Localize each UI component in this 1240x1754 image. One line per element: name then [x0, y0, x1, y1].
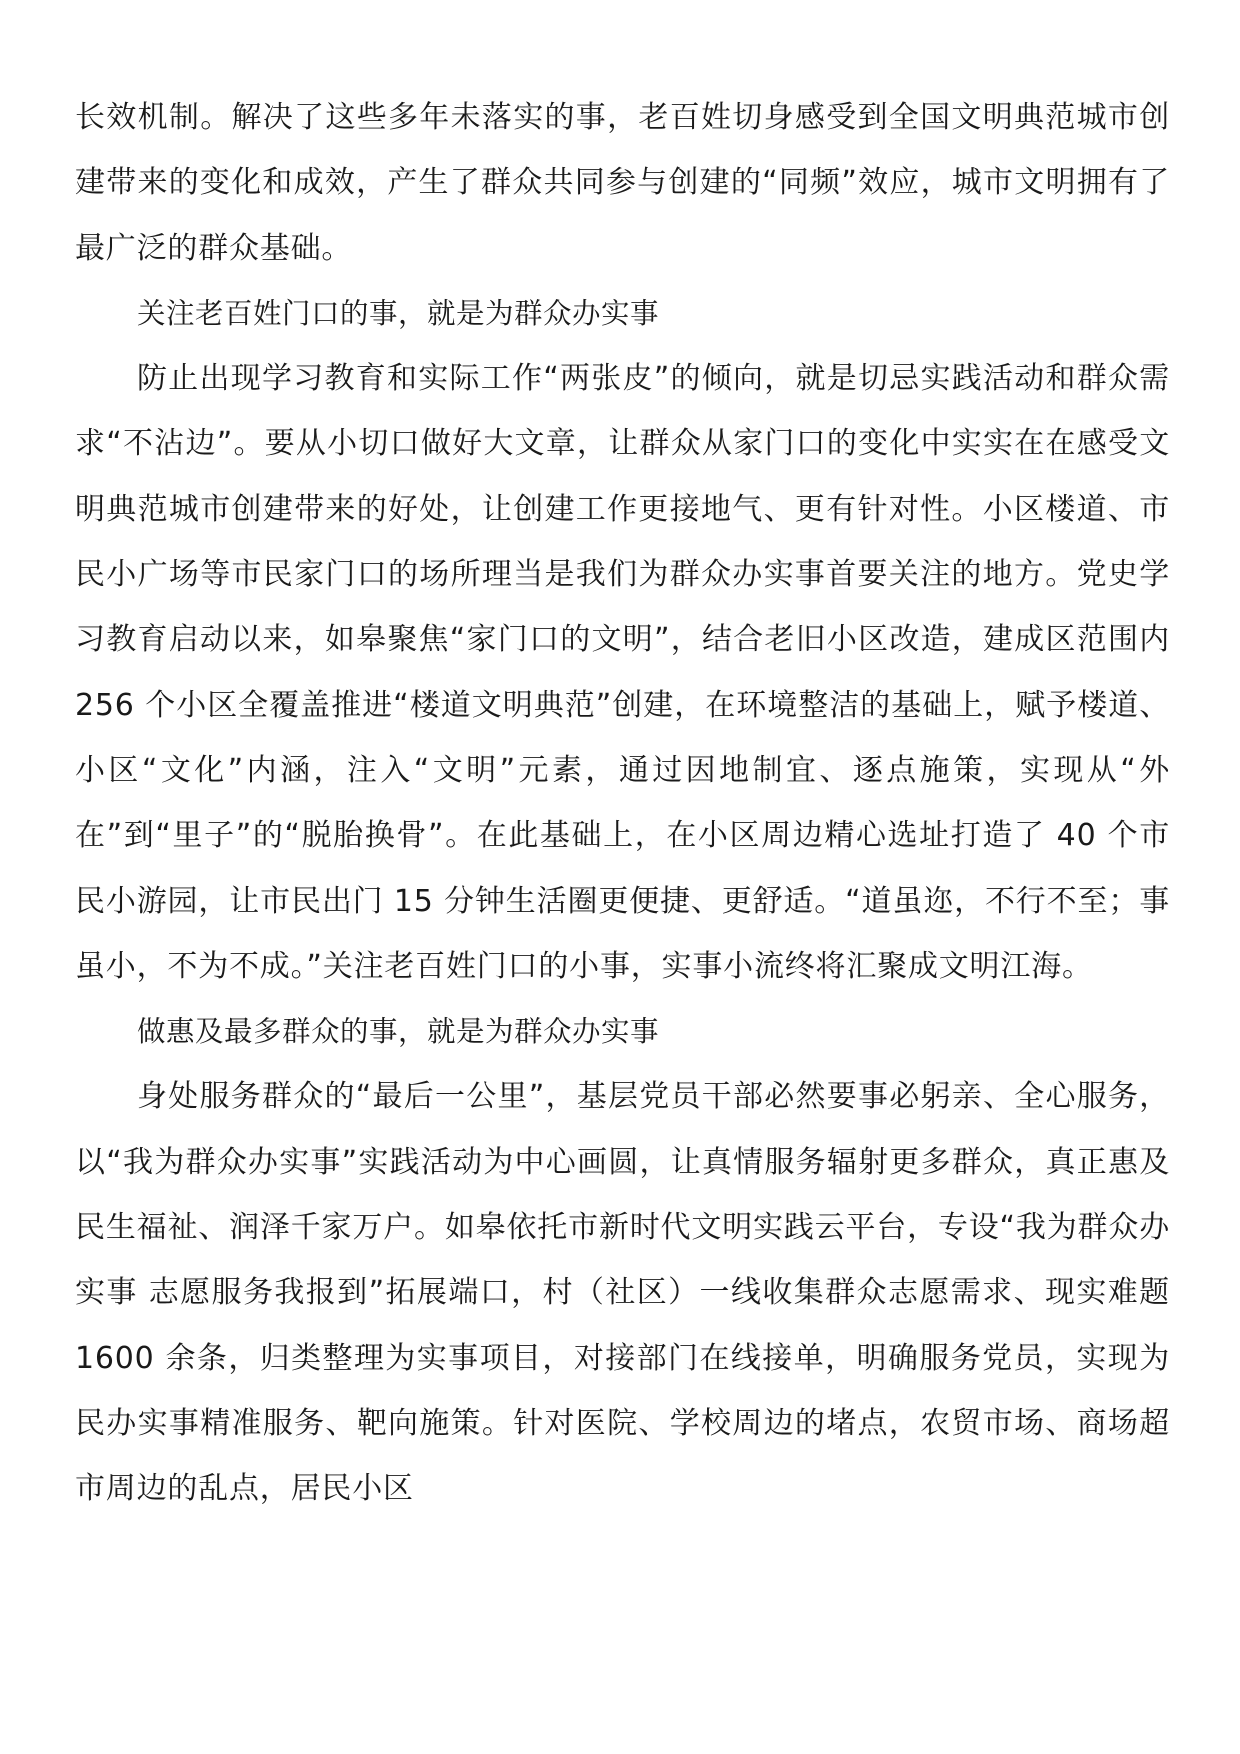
paragraph-continued: 长效机制。解决了这些多年未落实的事，老百姓切身感受到全国文明典范城市创建带来的变化和成效，产生了群众共同参与创建的“同频”效应，城市文明拥有了最广泛的群众基础。 [75, 100, 1170, 266]
section-heading-1: 关注老百姓门口的事，就是为群众办实事 [137, 296, 660, 330]
paragraph-section-1: 防止出现学习教育和实际工作“两张皮”的倾向，就是切忌实践活动和群众需求“不沾边”。要从小切口做好大文章，让群众从家门口的变化中实实在在感受文明典范城市创建带来的好处，让创建工作更接地气、更有针对性。小区楼道、市民小广场等市民家门口的场所理当是我们为群众办实事首要关注的地方。党史学习教育启动以来，如皋聚焦“家门口的文明”，结合老旧小区改造，建成区范围内 256 个小区全覆盖推进“楼道文明典范”创建，在环境整洁的基础上，赋予楼道、小区“文化”内涵，注入“文明”元素，通过因地制宜、逐点施策，实现从“外在”到“里子”的“脱胎换骨”。在此基础上，在小区周边精心选址打造了 40 个市民小游园，让市民出门 15 分钟生活圈更便捷、更舒适。“道虽迩，不行不至；事虽小，不为不成。”关注老百姓门口的小事，实事小流终将汇聚成文明江海。 [75, 361, 1170, 984]
section-heading-2: 做惠及最多群众的事，就是为群众办实事 [137, 1015, 660, 1049]
document-body [75, 85, 1170, 1522]
paragraph-section-2: 身处服务群众的“最后一公里”，基层党员干部必然要事必躬亲、全心服务，以“我为群众办实事”实践活动为中心画圆，让真情服务辐射更多群众，真正惠及民生福祉、润泽千家万户。如皋依托市新时代文明实践云平台，专设“我为群众办实事 志愿服务我报到”拓展端口，村（社区）一线收集群众志愿需求、现实难题 1600 余条，归类整理为实事项目，对接部门在线接单，明确服务党员，实现为民办实事精准服务、靶向施策。针对医院、学校周边的堵点，农贸市场、商场超市周边的乱点，居民小区 [75, 1079, 1170, 1507]
